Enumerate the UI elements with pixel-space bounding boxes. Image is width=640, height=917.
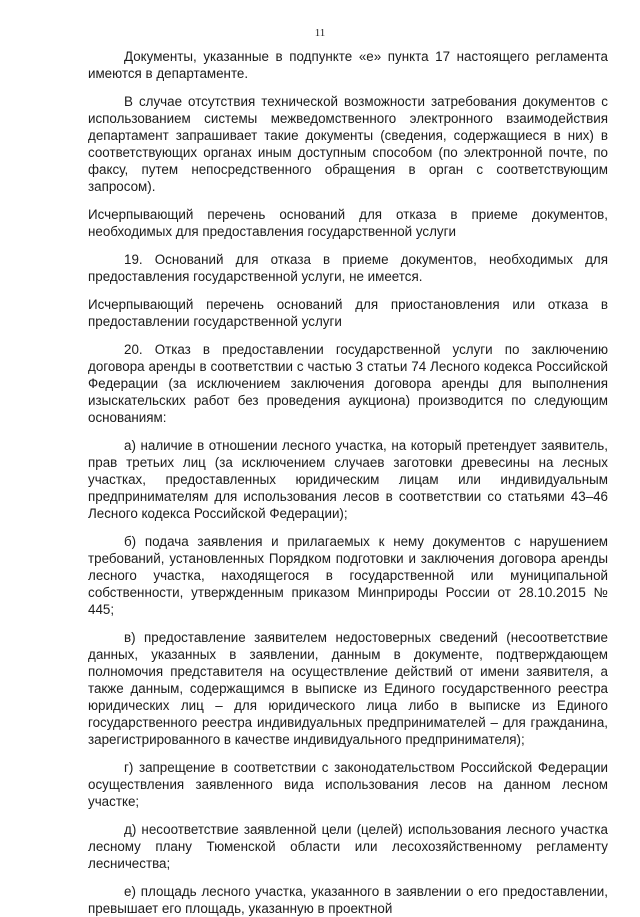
list-item-b: б) подача заявления и прилагаемых к нему документов с нарушением требований, установленных Порядком подготовки и заключения договора аренды лесного участка, находящегося в государственной или муниципальной собственности, утвержденным приказом Минприроды России от 28.10.2015 № 445; [88,534,608,617]
page-number: 11 [314,27,326,39]
section-heading-suspension-refusal: Исчерпывающий перечень оснований для приостановления или отказа в предоставлении государственной услуги [88,297,608,329]
paragraph-clause-20: 20. Отказ в предоставлении государственной услуги по заключению договора аренды в соответствии с частью 3 статьи 74 Лесного кодекса Российской Федерации (за исключением заключения договора аренды для выполнения изыскательских работ без проведения аукциона) производится по следующим основаниям: [88,342,608,425]
section-heading-refusal-acceptance: Исчерпывающий перечень оснований для отказа в приеме документов, необходимых для предоставления государственной услуги [88,207,608,239]
list-item-d: д) несоответствие заявленной цели (целей) использования лесного участка лесному плану Тюменской области или лесохозяйственному регламенту лесничества; [88,822,608,871]
paragraph-documents-available: Документы, указанные в подпункте «е» пункта 17 настоящего регламента имеются в департаменте. [88,49,608,81]
list-item-a: а) наличие в отношении лесного участка, на который претендует заявитель, прав третьих лиц (за исключением случаев заготовки древесины на лесных участках, предоставленных юридическим лицам или индивидуальным предпринимателям для использования лесов в соответствии со статьями 43–46 Лесного кодекса Российской Федерации); [88,438,608,521]
document-body [88,48,608,917]
list-item-v: в) предоставление заявителем недостоверных сведений (несоответствие данных, указанных в заявлении, данным в документе, подтверждающем полномочия представителя на осуществление действий от имени заявителя, а также данным, содержащимся в выписке из Единого государственного реестра юридических лиц – для юридического лица либо в выписке из Единого государственного реестра индивидуальных предпринимателей – для гражданина, зарегистрированного в качестве индивидуального предпринимателя); [88,630,608,747]
paragraph-interagency-request: В случае отсутствия технической возможности затребования документов с использованием системы межведомственного электронного взаимодействия департамент запрашивает такие документы (сведения, содержащиеся в них) в соответствующих органах иным доступным способом (по электронной почте, по факсу, путем непосредственного обращения в орган с соответствующим запросом). [88,94,608,194]
list-item-g: г) запрещение в соответствии с законодательством Российской Федерации осуществления заявленного вида использования лесов на данном лесном участке; [88,760,608,809]
list-item-e: е) площадь лесного участка, указанного в заявлении о его предоставлении, превышает его площадь, указанную в проектной [88,884,608,916]
paragraph-clause-19: 19. Оснований для отказа в приеме документов, необходимых для предоставления государственной услуги, не имеется. [88,252,608,284]
